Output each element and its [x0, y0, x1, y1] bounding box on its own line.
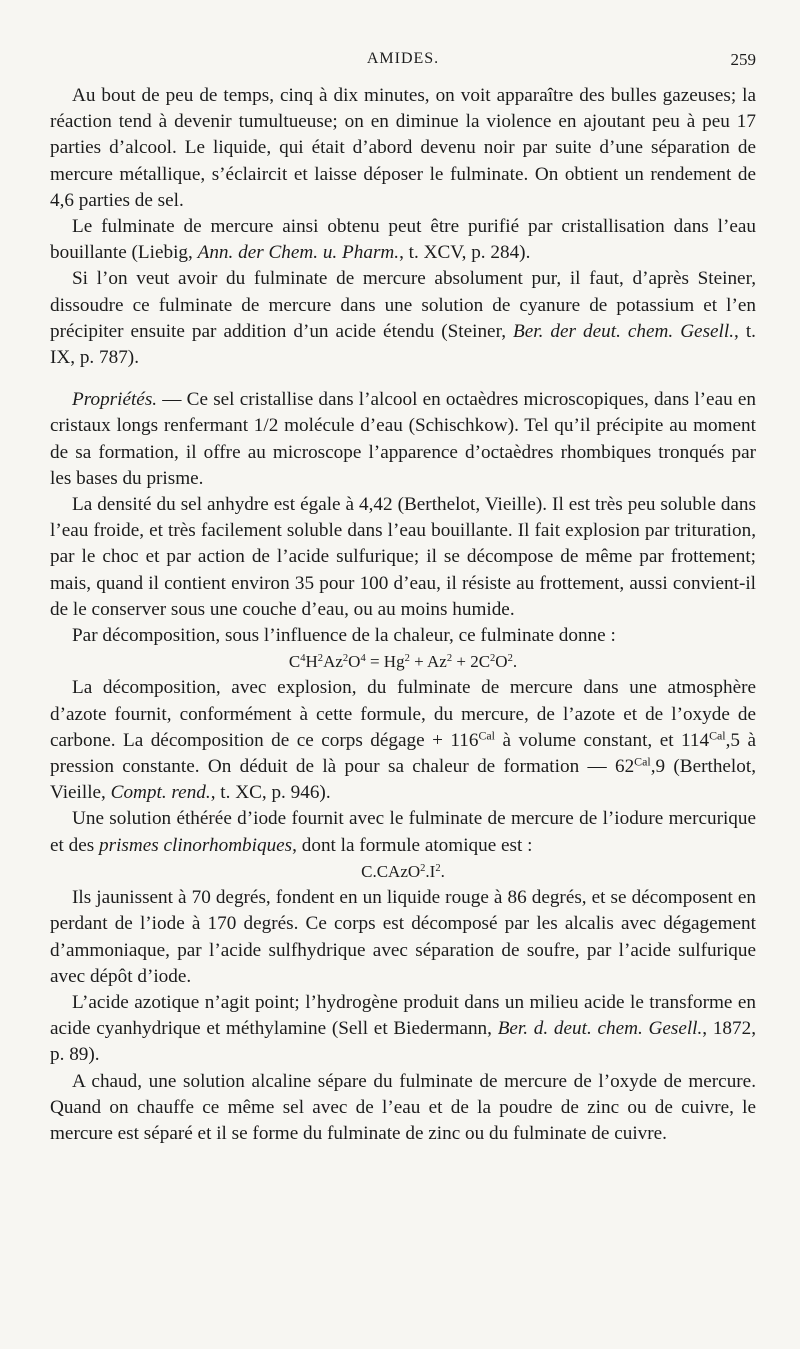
- paragraph-8: Une solution éthérée d’iode fournit avec le fulminate de mercure de l’iodure mercurique et des prismes clinorhombiques, dont la formule atomique est :: [50, 808, 756, 856]
- unit-cal: Cal: [634, 754, 651, 769]
- paragraph-2: [50, 214, 756, 266]
- paragraph-1: Au bout de peu de temps, cinq à dix minutes, on voit apparaître des bulles gazeuses; la réaction tend à devenir tumultueuse; on en diminue la violence en ajoutant peu à peu 17 parties d’alcool. Le liquide, qui était d’abord devenu noir par suite d’une séparation de mercure métallique, s’éclaircit et laisse déposer le fulminate. On obtient un rendement de 4,6 parties de sel.: [50, 85, 756, 211]
- citation-title: Ber. der deut. chem. Gesell.: [513, 320, 735, 342]
- paragraph-3: [50, 266, 756, 371]
- page-number: 259: [730, 50, 756, 69]
- paragraph-2-text: Le fulminate de mercure ainsi obtenu peut être purifié par cristallisation dans l’eau bouillante (Liebig,: [50, 216, 756, 264]
- paragraph-6: Par décomposition, sous l’influence de la chaleur, ce fulminate donne :: [72, 625, 616, 647]
- citation-title: Ber. d. deut. chem. Gesell.: [497, 1018, 703, 1040]
- citation-title: Compt. rend.: [110, 782, 211, 804]
- emphasized-term: prismes clinorhombiques: [99, 834, 293, 856]
- paragraph-2-citation: , t. XCV, p. 284).: [399, 242, 531, 264]
- body-text: [50, 83, 756, 1147]
- atomic-formula: $C.CAzO^2.I^2$.: [361, 861, 445, 881]
- paragraph-3-text: Si l’on veut avoir du fulminate de mercure absolument pur, il faut, d’après Steiner, dissoudre ce fulminate de mercure dans une solution de cyanure de potassium et l’en précipiter ensuite par addition d’un acide étendu (Steiner,: [50, 268, 756, 342]
- paragraph-properties: [50, 387, 756, 492]
- citation-title: Ann. der Chem. u. Pharm.: [197, 242, 400, 264]
- section-heading: Propriétés.: [72, 389, 158, 411]
- decomposition-formula: $C^4H^2Az^2O^4 = Hg^2 + Az^2 + 2C^2O^2$.: [288, 652, 518, 672]
- paragraph-4-text: — Ce sel cristallise dans l’alcool en octaèdres microscopiques, dans l’eau en cristaux longs renfermant 1/2 molécule d’eau (Schischkow). Tel qu’il précipite au moment de sa formation, il offre au microscope l’apparence d’octaèdres rhombiques tronqués par les bases du prisme.: [50, 389, 756, 489]
- page-header: [50, 50, 756, 76]
- running-head: AMIDES.: [366, 50, 440, 67]
- paragraph-10: L’acide azotique n’agit point; l’hydrogène produit dans un milieu acide le transforme en acide cyanhydrique et méthylamine (Sell et Biedermann, Ber. d. deut. chem. Gesell., 1872, p. 89).: [50, 991, 756, 1066]
- paragraph-5: La densité du sel anhydre est égale à 4,42 (Berthelot, Vieille). Il est très peu soluble dans l’eau froide, et très facilement soluble dans l’eau bouillante. Il fait explosion par trituration, par le choc et par action de l’acide sulfurique; il se décompose de même par frottement; mais, quand il contient environ 35 pour 100 d’eau, il résiste au frottement, aussi convient-il de le conserver sous une couche d’eau, ou au moins humide.: [50, 494, 756, 620]
- paragraph-9: Ils jaunissent à 70 degrés, fondent en un liquide rouge à 86 degrés, et se décomposent en perdant de l’iode à 170 degrés. Ce corps est décomposé par les alcalis avec dégagement d’ammoniaque, par l’acide sulfhydrique avec séparation de soufre, par l’acide sulfurique avec dépôt d’iode.: [50, 887, 756, 987]
- paragraph-7: La décomposition, avec explosion, du fulminate de mercure dans une atmosphère d’azote fournit, conformément à cette formule, du mercure, de l’azote et de l’oxyde de carbone. La décomposition de ce corps dégage + $116^{Cal}$ à volume constant, et $114^{Cal},5$ à pression constante. On déduit de là pour sa chaleur de formation — $62^{Cal},9$ (Berthelot, Vieille, Compt. rend., t. XC, p. 946).: [50, 677, 756, 804]
- paragraph-3-citation: , t. IX, p. 787).: [50, 320, 756, 369]
- unit-cal: Cal: [709, 728, 726, 743]
- paragraph-11: A chaud, une solution alcaline sépare du fulminate de mercure de l’oxyde de mercure. Quand on chauffe ce même sel avec de l’eau et de la poudre de zinc ou de cuivre, le mercure est séparé et il se forme du fulminate de zinc ou du fulminate de cuivre.: [50, 1070, 756, 1144]
- unit-cal: Cal: [478, 728, 495, 743]
